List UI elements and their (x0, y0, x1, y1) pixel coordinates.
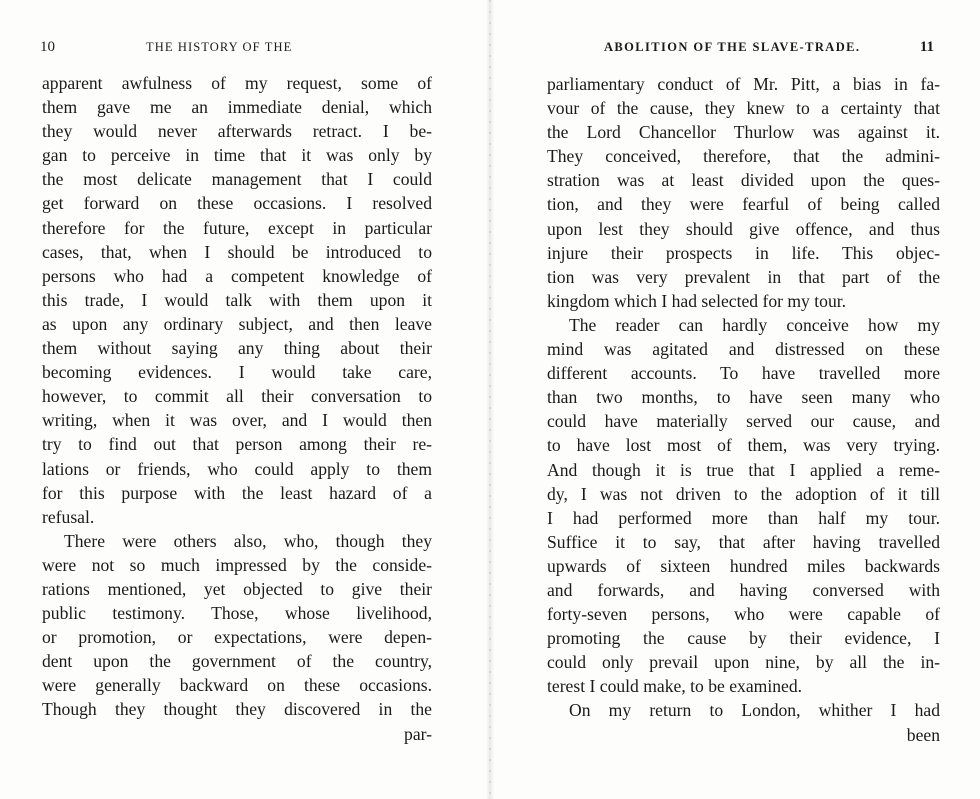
text-line: or promotion, or expectations, were depen- (42, 627, 432, 648)
text-line: Though they thought they discovered in the (42, 699, 432, 720)
text-line: terest I could make, to be examined. (547, 676, 803, 697)
text-line: gan to perceive in time that it was only by (42, 145, 432, 166)
text-line: than two months, to have seen many who (547, 387, 940, 408)
text-line: On my return to London, whither I had (569, 700, 940, 721)
text-line: The reader can hardly conceive how my (569, 314, 940, 335)
text-line: the most delicate management that I could (42, 169, 432, 190)
text-line: upon lest they should give offence, and thus (547, 218, 940, 239)
text-line: different accounts. To have travelled more (547, 363, 940, 384)
text-line: parliamentary conduct of Mr. Pitt, a bias in fa- (547, 74, 940, 94)
text-line: get forward on these occasions. I resolved (42, 193, 432, 214)
text-line: dy, I was not driven to the adoption of it till (547, 483, 940, 504)
text-line: I had performed more than half my tour. (547, 507, 940, 528)
text-line: for this purpose with the least hazard of a (42, 482, 432, 503)
text-line: however, to commit all their conversation to (42, 386, 432, 407)
text-line: stration was at least divided upon the ques- (547, 170, 940, 191)
text-line: promoting the cause by their evidence, I (547, 628, 940, 649)
text-line: and forwards, and having conversed with (547, 579, 940, 600)
text-line: forty-seven persons, who were capable of (547, 604, 940, 625)
text-line: this trade, I would talk with them upon it (42, 289, 432, 310)
text-line: them gave me an immediate denial, which (42, 97, 432, 118)
text-line: And though it is true that I applied a reme- (547, 459, 940, 480)
text-line: There were others also, who, though they (64, 530, 432, 551)
text-line: persons who had a competent knowledge of (42, 265, 432, 286)
text-line: injure their prospects in life. This objec- (547, 242, 940, 263)
left-running-head: THE HISTORY OF THE (146, 40, 293, 54)
right-page-text (547, 72, 940, 747)
text-line: mind was agitated and distressed on these (547, 339, 940, 360)
text-line: apparent awfulness of my request, some of (42, 73, 432, 93)
text-line: public testimony. Those, whose livelihood, (42, 603, 432, 624)
text-line: therefore for the future, except in particular (42, 217, 432, 238)
text-line: as upon any ordinary subject, and then leave (42, 313, 432, 334)
right-page-header (604, 40, 934, 60)
text-line: were not so much impressed by the conside- (42, 554, 432, 575)
text-line: refusal. (42, 506, 95, 527)
text-line: tion was very prevalent in that part of the (547, 266, 940, 287)
text-line: to have lost most of them, was very trying. (547, 435, 940, 456)
text-line: tion, and they were fearful of being called (547, 194, 940, 215)
text-line: kingdom which I had selected for my tour. (547, 290, 847, 311)
right-running-head: ABOLITION OF THE SLAVE-TRADE. (604, 40, 861, 54)
text-line: becoming evidences. I would take care, (42, 362, 432, 383)
text-line: the Lord Chancellor Thurlow was against it. (547, 122, 940, 143)
text-line: par- (404, 723, 432, 744)
text-line: could only prevail upon nine, by all the in- (547, 652, 940, 673)
left-page-text (42, 71, 432, 746)
text-line: rations mentioned, yet objected to give their (42, 578, 432, 599)
text-line: cases, that, when I should be introduced to (42, 241, 432, 262)
left-page-number: 10 (40, 39, 55, 55)
right-page-number: 11 (919, 39, 934, 55)
text-line: could have materially served our cause, and (547, 411, 940, 432)
text-line: been (906, 724, 940, 745)
text-line: writing, when it was over, and I would then (42, 410, 432, 431)
text-line: were generally backward on these occasions. (42, 675, 432, 696)
text-line: try to find out that person among their re- (42, 434, 432, 455)
text-line: they would never afterwards retract. I be- (42, 121, 432, 142)
text-line: They conceived, therefore, that the admini- (547, 146, 940, 167)
text-line: dent upon the government of the country, (42, 651, 432, 672)
text-line: lations or friends, who could apply to them (42, 458, 432, 479)
text-line: vour of the cause, they knew to a certainty that (547, 98, 940, 119)
right-page (490, 0, 980, 799)
left-page-header (40, 40, 420, 60)
text-line: upwards of sixteen hundred miles backwards (547, 555, 940, 576)
text-line: them without saying any thing about their (42, 338, 432, 359)
text-line: Suffice it to say, that after having travelled (547, 531, 940, 552)
